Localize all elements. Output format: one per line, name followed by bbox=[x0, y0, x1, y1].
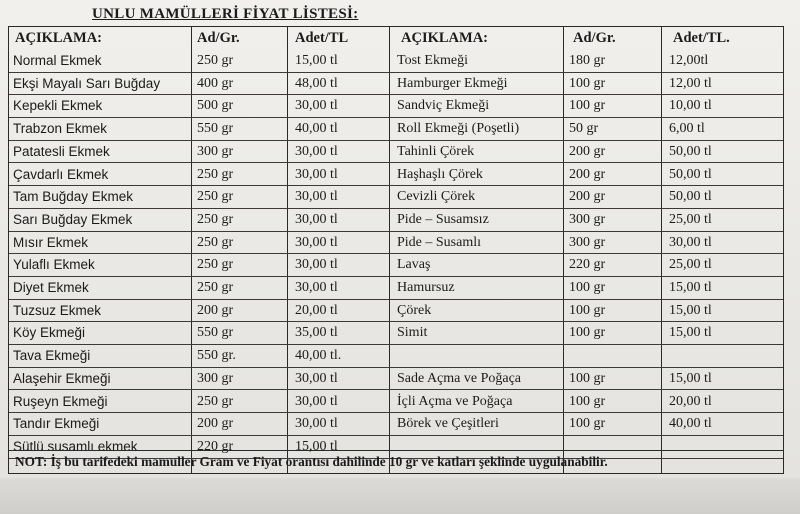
right-item-name: Hamburger Ekmeği bbox=[397, 75, 508, 91]
table-row bbox=[9, 412, 783, 436]
left-item-weight: 250 gr bbox=[197, 257, 234, 273]
right-item-price: 6,00 tl bbox=[669, 121, 705, 137]
table-row bbox=[9, 390, 783, 414]
left-item-name: Tam Buğday Ekmek bbox=[13, 189, 134, 205]
left-item-name: Trabzon Ekmek bbox=[13, 121, 108, 137]
right-item-name: Sandviç Ekmeği bbox=[397, 98, 490, 114]
right-item-weight: 200 gr bbox=[569, 166, 606, 182]
right-item-name: Lavaş bbox=[397, 257, 431, 273]
left-item-weight: 550 gr. bbox=[197, 348, 236, 364]
table-row bbox=[9, 276, 783, 300]
right-item-weight: 200 gr bbox=[569, 189, 606, 205]
right-item-weight: 300 gr bbox=[569, 211, 606, 227]
right-item-name: İçli Açma ve Poğaça bbox=[397, 393, 513, 409]
right-item-weight: 100 gr bbox=[569, 416, 606, 432]
left-item-price: 30,00 tl bbox=[295, 280, 338, 295]
header-left-weight: Ad/Gr. bbox=[197, 30, 240, 46]
left-item-name: Çavdarlı Ekmek bbox=[13, 166, 109, 182]
right-item-weight: 300 gr bbox=[569, 234, 606, 250]
right-item-price: 15,00 tl bbox=[669, 280, 712, 295]
right-item-price: 50,00 tl bbox=[669, 143, 712, 159]
right-item-name: Haşhaşlı Çörek bbox=[397, 166, 483, 182]
right-item-name: Simit bbox=[397, 325, 428, 341]
left-item-price: 15,00 tl bbox=[295, 438, 338, 454]
right-item-price: 15,00 tl bbox=[669, 325, 712, 341]
left-item-price: 30,00 tl bbox=[295, 143, 338, 159]
right-item-price: 10,00 tl bbox=[669, 98, 712, 114]
table-row bbox=[9, 140, 783, 164]
right-item-weight: 100 gr bbox=[569, 370, 606, 386]
left-item-name: Kepekli Ekmek bbox=[13, 98, 103, 114]
table-row bbox=[9, 117, 783, 141]
left-item-name: Sarı Buğday Ekmek bbox=[13, 211, 133, 227]
right-item-name: Pide – Susamsız bbox=[397, 211, 489, 227]
header-left-price: Adet/TL bbox=[295, 30, 349, 46]
right-item-weight: 200 gr bbox=[569, 143, 606, 159]
right-item-price: 50,00 tl bbox=[669, 166, 712, 182]
left-item-name: Alaşehir Ekmeği bbox=[13, 370, 111, 386]
left-item-name: Köy Ekmeği bbox=[13, 325, 86, 341]
footnote: NOT: İş bu tarifedeki mamuller Gram ve Fiyat orantısı dahilinde 10 gr ve katları şeklinde uygulanabilir. bbox=[9, 450, 783, 473]
header-left-description: AÇIKLAMA: bbox=[15, 30, 102, 46]
left-item-weight: 500 gr bbox=[197, 98, 234, 114]
table-row bbox=[9, 253, 783, 277]
left-item-price: 30,00 tl bbox=[295, 393, 338, 409]
left-item-price: 30,00 tl bbox=[295, 416, 338, 432]
right-item-weight: 100 gr bbox=[569, 280, 606, 295]
left-item-price: 48,00 tl bbox=[295, 75, 338, 91]
left-item-weight: 200 gr bbox=[197, 302, 234, 318]
left-item-weight: 250 gr bbox=[197, 189, 234, 205]
left-item-name: Diyet Ekmek bbox=[13, 280, 89, 295]
table-row bbox=[9, 163, 783, 187]
right-item-price: 12,00tl bbox=[669, 53, 709, 68]
left-item-price: 30,00 tl bbox=[295, 211, 338, 227]
right-item-weight: 100 gr bbox=[569, 98, 606, 114]
left-item-name: Ekşi Mayalı Sarı Buğday bbox=[13, 75, 161, 91]
left-item-name: Ruşeyn Ekmeği bbox=[13, 393, 108, 409]
left-item-name: Patatesli Ekmek bbox=[13, 143, 110, 159]
right-item-price: 15,00 tl bbox=[669, 302, 712, 318]
left-item-price: 30,00 tl bbox=[295, 189, 338, 205]
left-item-weight: 250 gr bbox=[197, 280, 234, 295]
left-item-weight: 250 gr bbox=[197, 53, 234, 68]
header-right-price: Adet/TL. bbox=[673, 30, 730, 46]
right-item-weight: 100 gr bbox=[569, 75, 606, 91]
left-item-weight: 550 gr bbox=[197, 325, 234, 341]
right-item-name: Hamursuz bbox=[397, 280, 455, 295]
right-item-weight: 220 gr bbox=[569, 257, 606, 273]
left-item-price: 30,00 tl bbox=[295, 98, 338, 114]
right-item-weight: 100 gr bbox=[569, 325, 606, 341]
left-item-weight: 400 gr bbox=[197, 75, 234, 91]
table-row bbox=[9, 231, 783, 255]
header-right-description: AÇIKLAMA: bbox=[401, 30, 488, 46]
table-row bbox=[9, 208, 783, 232]
left-item-name: Sütlü susamlı ekmek bbox=[13, 438, 138, 454]
header-right-weight: Ad/Gr. bbox=[573, 30, 616, 46]
right-item-weight: 100 gr bbox=[569, 393, 606, 409]
right-item-price: 25,00 tl bbox=[669, 211, 712, 227]
table-row bbox=[9, 49, 783, 73]
table-row bbox=[9, 299, 783, 323]
background-surface bbox=[0, 478, 800, 514]
left-item-name: Tuzsuz Ekmek bbox=[13, 302, 102, 318]
right-item-weight: 180 gr bbox=[569, 53, 606, 68]
left-item-price: 30,00 tl bbox=[295, 234, 338, 250]
price-table bbox=[8, 26, 784, 474]
right-item-price: 25,00 tl bbox=[669, 257, 712, 273]
right-item-price: 15,00 tl bbox=[669, 370, 712, 386]
left-item-weight: 250 gr bbox=[197, 234, 234, 250]
left-item-weight: 200 gr bbox=[197, 416, 234, 432]
page-title: UNLU MAMÜLLERİ FİYAT LİSTESİ: bbox=[92, 6, 359, 22]
left-item-weight: 300 gr bbox=[197, 370, 234, 386]
left-item-name: Normal Ekmek bbox=[13, 53, 102, 68]
left-item-name: Tava Ekmeği bbox=[13, 348, 91, 364]
left-item-name: Mısır Ekmek bbox=[13, 234, 89, 250]
right-item-name: Çörek bbox=[397, 302, 432, 318]
right-item-price: 40,00 tl bbox=[669, 416, 712, 432]
right-item-name: Tost Ekmeği bbox=[397, 53, 468, 68]
right-item-price: 30,00 tl bbox=[669, 234, 712, 250]
left-item-weight: 250 gr bbox=[197, 166, 234, 182]
left-item-price: 30,00 tl bbox=[295, 166, 338, 182]
table-row bbox=[9, 344, 783, 368]
right-item-name: Cevizli Çörek bbox=[397, 189, 476, 205]
right-item-weight: 100 gr bbox=[569, 302, 606, 318]
right-item-name: Sade Açma ve Poğaça bbox=[397, 370, 522, 386]
right-item-name: Tahinli Çörek bbox=[397, 143, 475, 159]
left-item-weight: 250 gr bbox=[197, 393, 234, 409]
right-item-price: 20,00 tl bbox=[669, 393, 712, 409]
right-item-name: Pide – Susamlı bbox=[397, 234, 482, 250]
table-row bbox=[9, 367, 783, 391]
right-item-name: Roll Ekmeği (Poşetli) bbox=[397, 121, 520, 137]
left-item-name: Tandır Ekmeği bbox=[13, 416, 100, 432]
left-item-price: 40,00 tl. bbox=[295, 348, 342, 364]
left-item-weight: 550 gr bbox=[197, 121, 234, 137]
left-item-price: 30,00 tl bbox=[295, 257, 338, 273]
table-row bbox=[9, 94, 783, 118]
left-item-weight: 220 gr bbox=[197, 438, 234, 454]
right-item-weight: 50 gr bbox=[569, 121, 599, 137]
left-item-price: 30,00 tl bbox=[295, 370, 338, 386]
table-row bbox=[9, 185, 783, 209]
left-item-price: 35,00 tl bbox=[295, 325, 338, 341]
table-row bbox=[9, 321, 783, 345]
table-row bbox=[9, 72, 783, 96]
left-item-price: 15,00 tl bbox=[295, 53, 338, 68]
right-item-price: 50,00 tl bbox=[669, 189, 712, 205]
left-item-weight: 300 gr bbox=[197, 143, 234, 159]
left-item-weight: 250 gr bbox=[197, 211, 234, 227]
left-item-price: 40,00 tl bbox=[295, 121, 338, 137]
right-item-price: 12,00 tl bbox=[669, 75, 712, 91]
right-item-name: Börek ve Çeşitleri bbox=[397, 416, 499, 432]
left-item-price: 20,00 tl bbox=[295, 302, 338, 318]
left-item-name: Yulaflı Ekmek bbox=[13, 257, 95, 273]
